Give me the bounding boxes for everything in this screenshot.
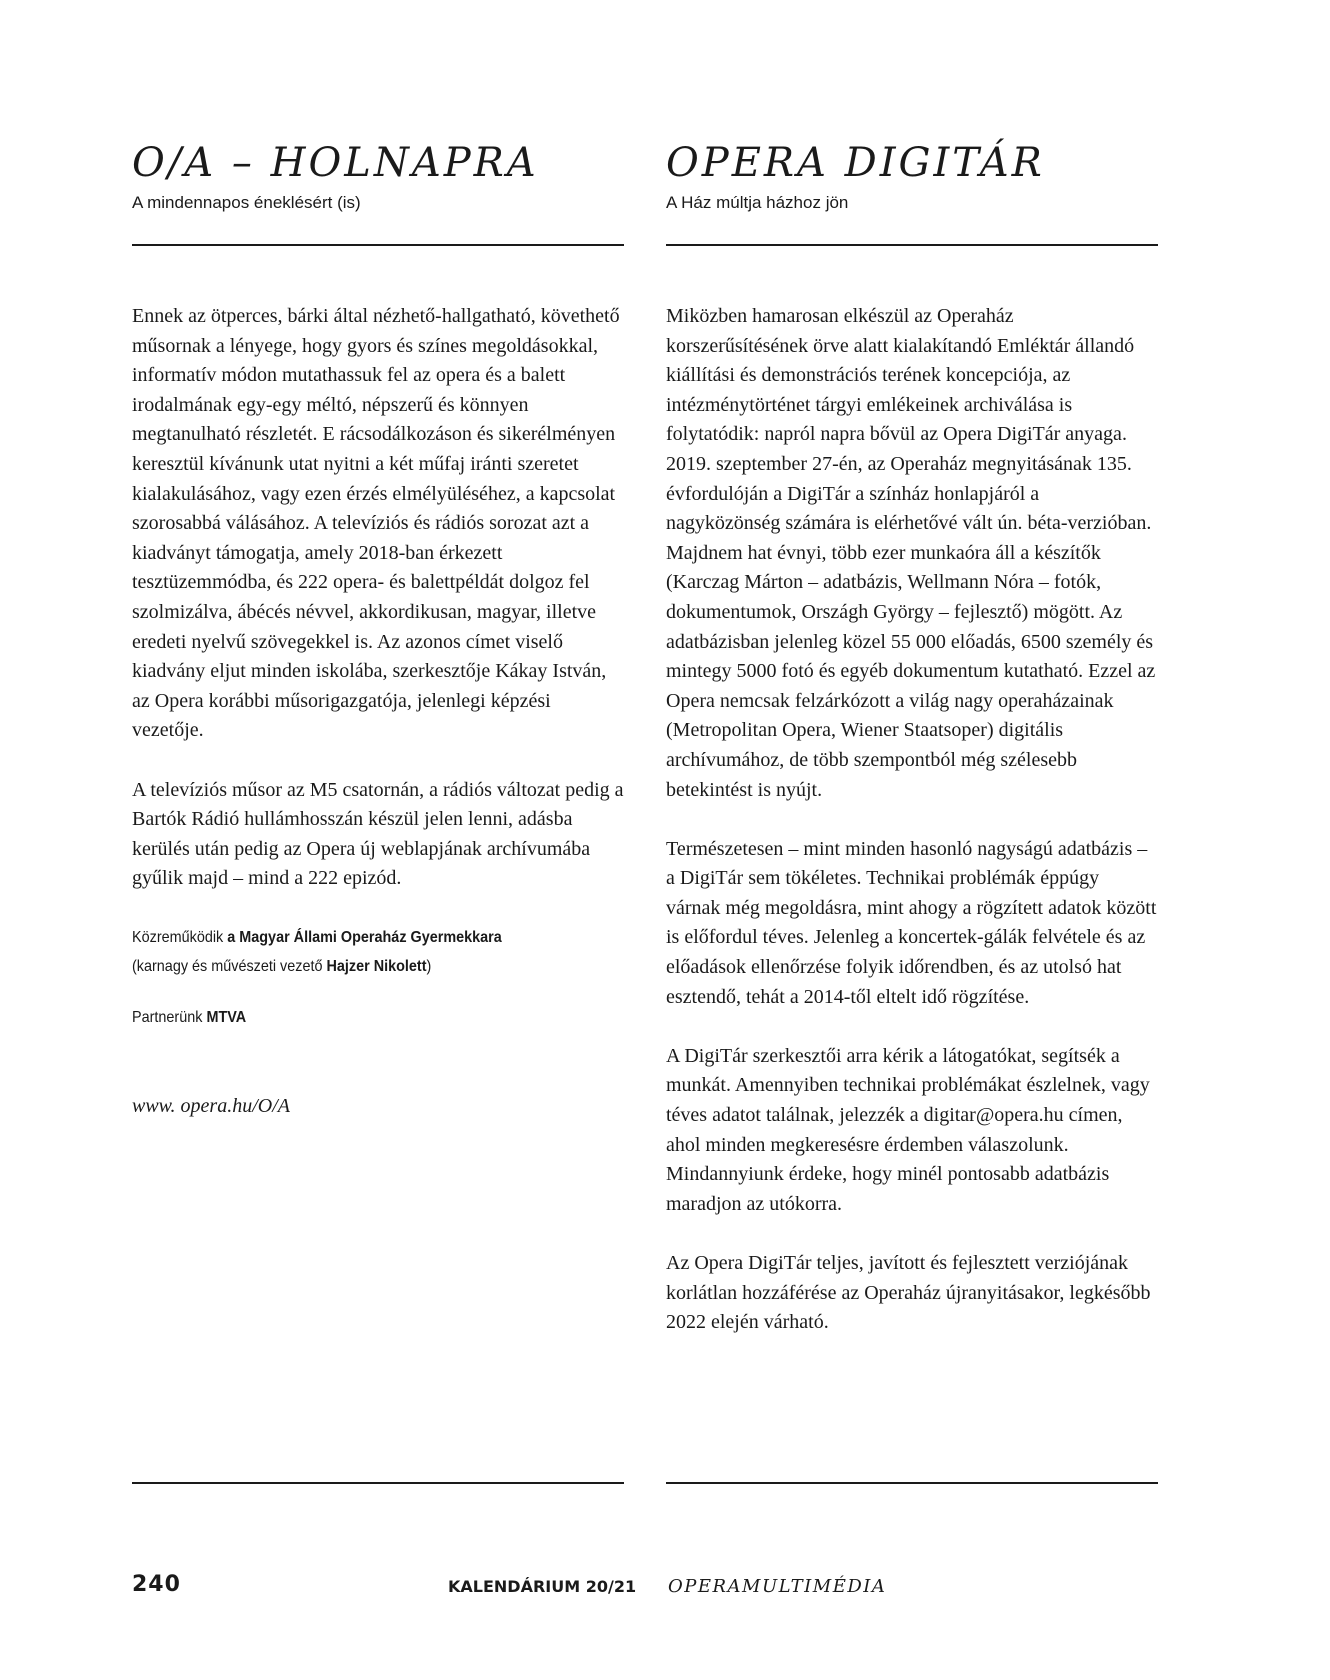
left-column	[132, 140, 624, 1118]
left-bottom-divider	[132, 1482, 624, 1484]
page-number: 240	[132, 1572, 181, 1597]
credits-line-2	[132, 952, 575, 981]
credits-conductor-name: Hajzer Nikolett	[326, 958, 427, 976]
website-link[interactable]: www. opera.hu/O/A	[132, 1095, 290, 1118]
left-subtitle: A mindennapos éneklésért (is)	[132, 193, 361, 212]
right-column	[666, 140, 1158, 1334]
left-title: O/A – HOLNAPRA	[132, 140, 539, 186]
right-subtitle: A Ház múltja házhoz jön	[666, 193, 849, 212]
credits-conductor-prefix: (karnagy és művészeti vezető	[132, 958, 323, 976]
credits-conductor-suffix: )	[426, 958, 432, 976]
right-title: OPERA DIGITÁR	[666, 140, 1045, 186]
right-paragraph-4: Az Opera DigiTár teljes, javított és fejlesztett verziójának korlátlan hozzáférése az Operaház újranyitásakor, legkésőbb 2022 elején várható.	[666, 1252, 1151, 1334]
left-body	[132, 302, 624, 1121]
right-bottom-divider	[666, 1482, 1158, 1484]
credits-ensemble: a Magyar Állami Operaház Gyermekkara	[227, 929, 502, 947]
partner-prefix: Partnerünk	[132, 1009, 203, 1027]
right-paragraph-3: A DigiTár szerkesztői arra kérik a látogatókat, segítsék a munkát. Amennyiben technikai problémákat észlelnek, vagy téves adatot találnak, jelezzék a digitar@opera.hu címen, ahol minden megkeresésre érdemben válaszolunk. Mindannyiunk érdeke, hogy minél pontosabb adatbázis maradjon az utókorra.	[666, 1044, 1150, 1215]
partner-name: MTVA	[206, 1009, 247, 1027]
right-body	[666, 302, 1158, 1367]
left-paragraph-1: Ennek az ötperces, bárki által nézhető-hallgatható, követhető műsornak a lényege, hogy gyors és színes megoldásokkal, informatív módon mutathassuk fel az opera és a balett irodalmának egy-egy méltó, népszerű és könnyen megtanulható részletét. E rácsodálkozáson és sikerélményen keresztül kívánunk utat nyitni a két műfaj iránti szeretet kialakulásához, vagy ezen érzés elmélyüléséhez, a kapcsolat szorosabbá válásához. A televíziós és rádiós sorozat azt a kiadványt támogatja, amely 2018-ban érkezett tesztüzemmódba, és 222 opera- és balettpéldát dolgoz fel szolmizálva, ábécés névvel, akkordikusan, magyar, illetve eredeti nyelvű szövegekkel is. Az azonos címet viselő kiadvány eljut minden iskolába, szerkesztője Kákay István, az Opera korábbi műsorigazgatója, jelenlegi képzési vezetője.	[132, 305, 620, 742]
right-paragraph-1: Miközben hamarosan elkészül az Operaház korszerűsítésének örve alatt kialakítandó Emléktár állandó kiállítási és demonstrációs terének koncepciója, az intézménytörténet tárgyi emlékeinek archiválása is folytatódik: napról napra bővül az Opera DigiTár anyaga. 2019. szeptember 27-én, az Operaház megnyitásának 135. évfordulóján a DigiTár a színház honlapjáról a nagyközönség számára is elérhetővé vált ún. béta-verzióban. Majdnem hat évnyi, több ezer munkaóra áll a készítők (Karczag Márton – adatbázis, Wellmann Nóra – fotók, dokumentumok, Országh György – fejlesztő) mögött. Az adatbázisban jelenleg közel 55 000 előadás, 6500 személy és mintegy 5000 fotó és egyéb dokumentum kutatható. Ezzel az Opera nemcsak felzárkózott a világ nagy operaházainak (Metropolitan Opera, Wiener Staatsoper) digitális archívumához, de több szempontból még szélesebb betekintést is nyújt.	[666, 305, 1156, 801]
publication-name: KALENDÁRIUM 20/21	[448, 1577, 637, 1596]
partner-line	[132, 1003, 575, 1032]
credits-prefix: Közreműködik	[132, 929, 224, 947]
left-top-divider	[132, 244, 624, 246]
credits-line-1	[132, 923, 575, 952]
left-paragraph-2: A televíziós műsor az M5 csatornán, a rádiós változat pedig a Bartók Rádió hullámhosszán készül jelen lenni, adásba kerülés után pedig az Opera új weblapjának archívumába gyűlik majd – mind a 222 epizód.	[132, 778, 624, 890]
right-top-divider	[666, 244, 1158, 246]
section-name: OPERAMULTIMÉDIA	[668, 1576, 887, 1597]
right-paragraph-2: Természetesen – mint minden hasonló nagyságú adatbázis – a DigiTár sem tökéletes. Technikai problémák éppúgy várnak még megoldásra, mint ahogy a rögzített adatok között is előfordul téves. Jelenleg a koncertek-gálák felvétele és az előadások ellenőrzése folyik időrendben, és az utolsó hat esztendő, tehát a 2014-től eltelt idő rögzítése.	[666, 837, 1157, 1008]
